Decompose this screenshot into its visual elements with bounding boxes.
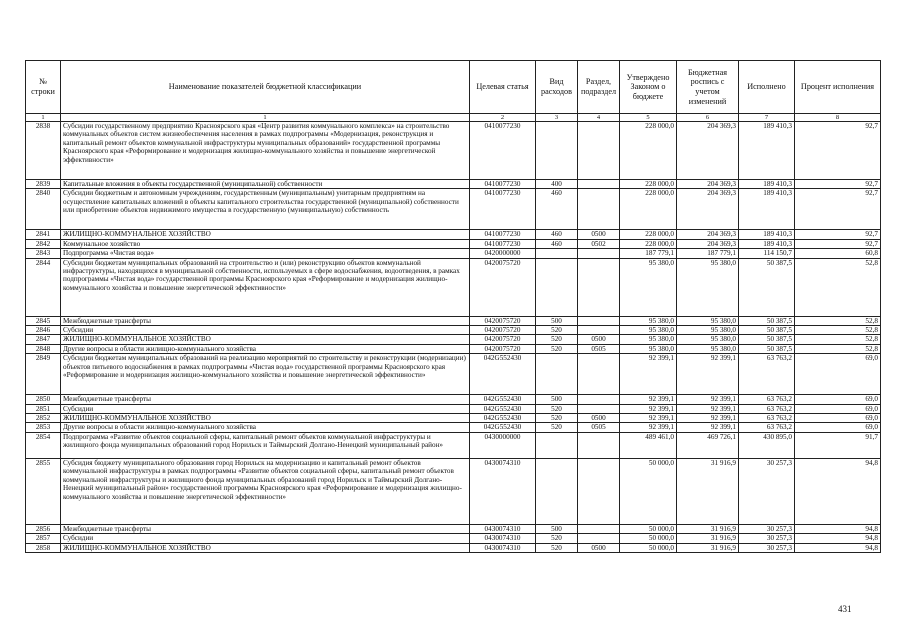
col-num: 1 [61,114,470,122]
row-executed: 189 410,3 [739,180,795,189]
table-row [26,354,881,395]
row-approved: 92 399,1 [620,414,677,423]
row-executed: 63 763,2 [739,404,795,413]
table-row [26,543,881,552]
row-approved: 228 000,0 [620,189,677,230]
table-row [26,524,881,533]
row-budget-list: 92 399,1 [677,395,739,404]
row-number: 2850 [26,395,61,404]
row-percent: 94,8 [795,534,881,543]
row-percent: 52,8 [795,258,881,316]
row-approved: 92 399,1 [620,423,677,432]
row-name: Другие вопросы в области жилищно-коммунального хозяйства [61,344,470,353]
row-name: Субсидии [61,326,470,335]
row-budget-list: 204 369,3 [677,230,739,239]
row-section [578,534,620,543]
row-percent: 94,8 [795,458,881,524]
table-body [26,122,881,553]
row-budget-list: 187 779,1 [677,249,739,258]
row-exp-type [536,122,578,180]
row-name: Субсидии бюджетам муниципальных образований на строительство и (или) реконструкцию объектов коммунальной инфраструктуры, находящихся в муниципальной собственности, используемых в сфере водоснабжения, водоотведения, в рамках подпрограммы «Чистая вода» государственной программы Красноярского края «Реформирование и модернизация жилищно-коммунального хозяйства и повышение энергетической эффективности» [61,258,470,316]
row-section [578,326,620,335]
table-row [26,432,881,458]
row-budget-list: 31 916,9 [677,543,739,552]
row-percent: 69,0 [795,414,881,423]
row-executed: 30 257,3 [739,524,795,533]
header-row [26,61,881,114]
table-row [26,534,881,543]
row-section [578,258,620,316]
row-number: 2842 [26,239,61,248]
col-num: 5 [620,114,677,122]
row-target: 0430074310 [470,524,536,533]
row-name: Субсидии бюджетам муниципальных образований на реализацию мероприятий по строительству и реконструкции (модернизации) объектов питьевого водоснабжения в рамках подпрограммы «Чистая вода» государственной программы Красноярского края «Реформирование и модернизация жилищно-коммунального хозяйства и повышение энергетической эффективности» [61,354,470,395]
header-percent: Процент исполнения [795,61,881,114]
row-budget-list: 31 916,9 [677,458,739,524]
row-section: 0500 [578,335,620,344]
row-executed: 50 387,5 [739,344,795,353]
row-section [578,404,620,413]
row-percent: 52,8 [795,335,881,344]
table-row [26,414,881,423]
row-number: 2851 [26,404,61,413]
row-budget-list: 95 380,0 [677,335,739,344]
row-exp-type: 460 [536,239,578,248]
row-section [578,432,620,458]
row-percent: 69,0 [795,423,881,432]
row-section: 0500 [578,414,620,423]
row-target: 0410077230 [470,189,536,230]
row-number: 2855 [26,458,61,524]
row-number: 2858 [26,543,61,552]
col-num: 1 [26,114,61,122]
row-budget-list: 31 916,9 [677,524,739,533]
row-name: Другие вопросы в области жилищно-коммунального хозяйства [61,423,470,432]
row-exp-type [536,249,578,258]
row-exp-type: 500 [536,316,578,325]
row-approved: 95 380,0 [620,344,677,353]
row-number: 2854 [26,432,61,458]
row-executed: 30 257,3 [739,543,795,552]
row-target: 0420075720 [470,316,536,325]
row-exp-type: 460 [536,189,578,230]
table-row [26,258,881,316]
row-number: 2839 [26,180,61,189]
table-row [26,335,881,344]
page-number: 431 [838,604,852,614]
row-exp-type: 500 [536,395,578,404]
row-name: ЖИЛИЩНО-КОММУНАЛЬНОЕ ХОЗЯЙСТВО [61,230,470,239]
row-name: Межбюджетные трансферты [61,395,470,404]
row-budget-list: 95 380,0 [677,258,739,316]
row-number: 2848 [26,344,61,353]
col-num: 7 [739,114,795,122]
row-approved: 228 000,0 [620,180,677,189]
row-approved: 95 380,0 [620,258,677,316]
row-target: 0430074310 [470,458,536,524]
row-number: 2844 [26,258,61,316]
col-num: 4 [578,114,620,122]
row-number: 2852 [26,414,61,423]
row-number: 2846 [26,326,61,335]
row-exp-type: 520 [536,335,578,344]
row-percent: 92,7 [795,189,881,230]
row-percent: 69,0 [795,395,881,404]
row-section [578,189,620,230]
row-exp-type: 520 [536,326,578,335]
row-target: 042G552430 [470,414,536,423]
column-number-row [26,114,881,122]
row-exp-type: 500 [536,524,578,533]
row-budget-list: 204 369,3 [677,180,739,189]
row-number: 2843 [26,249,61,258]
row-target: 0410077230 [470,122,536,180]
header-name: Наименование показателей бюджетной классификации [61,61,470,114]
table-row [26,249,881,258]
col-num: 3 [536,114,578,122]
row-approved: 92 399,1 [620,354,677,395]
row-target: 042G552430 [470,404,536,413]
row-budget-list: 204 369,3 [677,189,739,230]
row-percent: 92,7 [795,239,881,248]
row-exp-type: 460 [536,230,578,239]
row-percent: 52,8 [795,344,881,353]
table-row [26,344,881,353]
row-executed: 63 763,2 [739,423,795,432]
row-target: 0420075720 [470,258,536,316]
row-budget-list: 204 369,3 [677,239,739,248]
row-approved: 50 000,0 [620,458,677,524]
row-target: 0430074310 [470,543,536,552]
row-target: 0430000000 [470,432,536,458]
row-target: 0420075720 [470,335,536,344]
row-budget-list: 95 380,0 [677,316,739,325]
row-name: ЖИЛИЩНО-КОММУНАЛЬНОЕ ХОЗЯЙСТВО [61,335,470,344]
table-row [26,180,881,189]
row-section [578,395,620,404]
row-percent: 92,7 [795,230,881,239]
row-approved: 228 000,0 [620,122,677,180]
table-row [26,458,881,524]
row-number: 2841 [26,230,61,239]
row-number: 2840 [26,189,61,230]
row-section [578,180,620,189]
row-number: 2847 [26,335,61,344]
row-name: Субсидии государственному предприятию Красноярского края «Центр развития коммунального комплекса» на строительство коммунальных объектов систем жизнеобеспечения населения в рамках подпрограммы «Модернизация, реконструкция и капитальный ремонт объектов коммунальной инфраструктуры муниципальных образований» государственной программы Красноярского края «Реформирование и модернизация жилищно-коммунального хозяйства и повышение энергетической эффективности» [61,122,470,180]
row-target: 0420000000 [470,249,536,258]
row-executed: 189 410,3 [739,230,795,239]
row-exp-type [536,258,578,316]
row-number: 2853 [26,423,61,432]
row-percent: 69,0 [795,404,881,413]
row-section [578,122,620,180]
row-budget-list: 92 399,1 [677,423,739,432]
row-exp-type: 520 [536,344,578,353]
row-executed: 50 387,5 [739,258,795,316]
row-executed: 430 895,0 [739,432,795,458]
table-row [26,239,881,248]
row-section: 0505 [578,423,620,432]
row-name: Капитальные вложения в объекты государственной (муниципальной) собственности [61,180,470,189]
row-exp-type: 520 [536,423,578,432]
row-percent: 91,7 [795,432,881,458]
row-name: Межбюджетные трансферты [61,316,470,325]
row-section: 0500 [578,230,620,239]
table-row [26,230,881,239]
row-target: 0410077230 [470,239,536,248]
row-target: 0410077230 [470,180,536,189]
row-section: 0500 [578,543,620,552]
row-budget-list: 469 726,1 [677,432,739,458]
row-target: 0420075720 [470,344,536,353]
row-exp-type [536,458,578,524]
row-executed: 189 410,3 [739,239,795,248]
header-section: Раздел, подраздел [578,61,620,114]
row-approved: 95 380,0 [620,335,677,344]
row-executed: 63 763,2 [739,414,795,423]
row-section: 0502 [578,239,620,248]
row-exp-type [536,432,578,458]
row-percent: 94,8 [795,543,881,552]
row-section [578,354,620,395]
row-approved: 92 399,1 [620,395,677,404]
row-exp-type: 520 [536,414,578,423]
row-name: Субсидии [61,404,470,413]
row-budget-list: 204 369,3 [677,122,739,180]
row-percent: 52,8 [795,316,881,325]
row-percent: 52,8 [795,326,881,335]
header-row-no: № строки [26,61,61,114]
row-percent: 69,0 [795,354,881,395]
col-num: 6 [677,114,739,122]
row-executed: 63 763,2 [739,395,795,404]
row-target: 0420075720 [470,326,536,335]
row-approved: 489 461,0 [620,432,677,458]
header-exp-type: Вид расходов [536,61,578,114]
row-approved: 95 380,0 [620,316,677,325]
header-budget-list: Бюджетная роспись с учетом изменений [677,61,739,114]
row-approved: 92 399,1 [620,404,677,413]
row-percent: 60,8 [795,249,881,258]
row-percent: 94,8 [795,524,881,533]
row-percent: 92,7 [795,180,881,189]
row-name: Подпрограмма «Чистая вода» [61,249,470,258]
row-exp-type: 400 [536,180,578,189]
row-name: Субсидия бюджету муниципального образования город Норильск на модернизацию и капитальный ремонт объектов коммунальной инфраструктуры в рамках подпрограммы «Развитие объектов социальной сферы, капитальный ремонт объектов коммунальной инфраструктуры и жилищного фонда муниципальных образований город Норильск и Таймырский Долгано-Ненецкий муниципальный район» государственной программы Красноярского края «Реформирование и модернизация жилищно-коммунального хозяйства и повышение энергетической эффективности» [61,458,470,524]
header-executed: Исполнено [739,61,795,114]
row-approved: 95 380,0 [620,326,677,335]
row-number: 2845 [26,316,61,325]
row-executed: 30 257,3 [739,534,795,543]
row-name: Субсидии [61,534,470,543]
row-executed: 189 410,3 [739,122,795,180]
row-executed: 50 387,5 [739,326,795,335]
row-exp-type: 520 [536,543,578,552]
table-row [26,316,881,325]
table-row [26,395,881,404]
row-executed: 189 410,3 [739,189,795,230]
row-approved: 50 000,0 [620,524,677,533]
row-name: Коммунальное хозяйство [61,239,470,248]
row-name: Межбюджетные трансферты [61,524,470,533]
table-row [26,326,881,335]
row-percent: 92,7 [795,122,881,180]
row-name: Подпрограмма «Развитие объектов социальной сферы, капитальный ремонт объектов коммунальной инфраструктуры и жилищного фонда муниципальных образований город Норильск и Таймырский Долгано-Ненецкий муниципальный район» [61,432,470,458]
row-target: 0410077230 [470,230,536,239]
table-row [26,189,881,230]
header-target: Целевая статья [470,61,536,114]
row-executed: 63 763,2 [739,354,795,395]
row-section [578,249,620,258]
row-target: 042G552430 [470,395,536,404]
row-number: 2857 [26,534,61,543]
row-executed: 50 387,5 [739,335,795,344]
row-name: Субсидии бюджетным и автономным учреждениям, государственным (муниципальным) унитарным предприятиям на осуществление капитальных вложений в объекты капитального строительства государственной (муниципальной) собственности или приобретение объектов недвижимого имущества в государственную (муниципальную) собственность [61,189,470,230]
table-row [26,423,881,432]
row-approved: 50 000,0 [620,534,677,543]
row-executed: 50 387,5 [739,316,795,325]
col-num: 2 [470,114,536,122]
table-row [26,404,881,413]
row-number: 2856 [26,524,61,533]
row-approved: 228 000,0 [620,230,677,239]
row-budget-list: 95 380,0 [677,344,739,353]
row-executed: 30 257,3 [739,458,795,524]
row-budget-list: 31 916,9 [677,534,739,543]
row-section [578,458,620,524]
row-target: 042G552430 [470,354,536,395]
row-budget-list: 92 399,1 [677,404,739,413]
row-exp-type [536,354,578,395]
row-number: 2838 [26,122,61,180]
row-budget-list: 92 399,1 [677,354,739,395]
table-row [26,122,881,180]
row-section [578,524,620,533]
budget-table [25,60,881,553]
header-approved: Утверждено Законом о бюджете [620,61,677,114]
row-exp-type: 520 [536,404,578,413]
row-number: 2849 [26,354,61,395]
row-section: 0505 [578,344,620,353]
row-name: ЖИЛИЩНО-КОММУНАЛЬНОЕ ХОЗЯЙСТВО [61,543,470,552]
row-executed: 114 150,7 [739,249,795,258]
row-section [578,316,620,325]
row-approved: 187 779,1 [620,249,677,258]
row-exp-type: 520 [536,534,578,543]
row-budget-list: 92 399,1 [677,414,739,423]
row-name: ЖИЛИЩНО-КОММУНАЛЬНОЕ ХОЗЯЙСТВО [61,414,470,423]
row-target: 0430074310 [470,534,536,543]
row-approved: 228 000,0 [620,239,677,248]
row-approved: 50 000,0 [620,543,677,552]
col-num: 8 [795,114,881,122]
row-budget-list: 95 380,0 [677,326,739,335]
row-target: 042G552430 [470,423,536,432]
